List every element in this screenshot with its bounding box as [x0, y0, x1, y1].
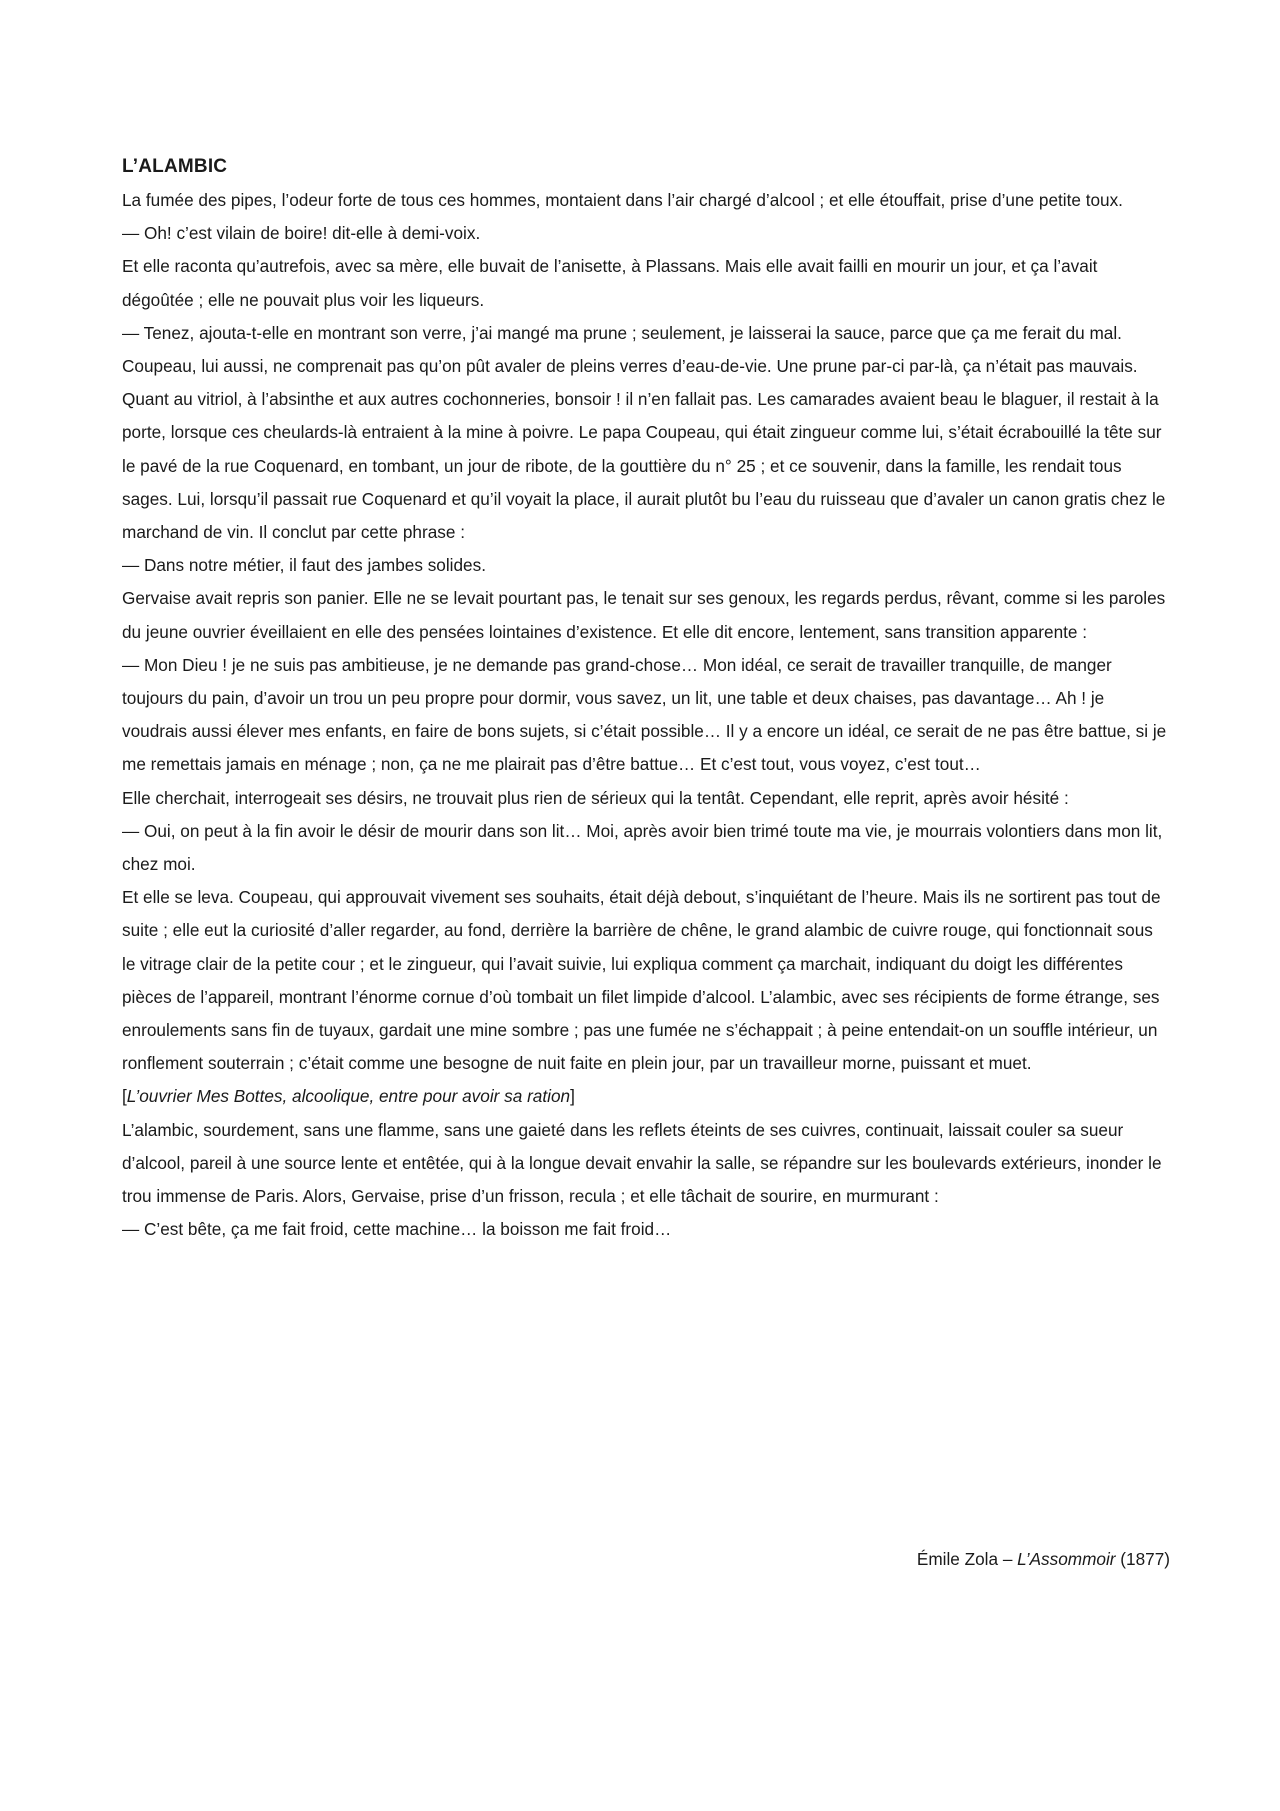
- paragraph: Elle cherchait, interrogeait ses désirs, ne trouvait plus rien de sérieux qui la tentât. Cependant, elle reprit, après avoir hésité :: [122, 787, 1069, 808]
- paragraph: — Dans notre métier, il faut des jambes solides.: [122, 555, 486, 576]
- paragraph: L’alambic, sourdement, sans une flamme, sans une gaieté dans les reflets éteints de ses cuivres, continuait, laissait couler sa sueur d’alcool, pareil à une source lente et entêtée, qui à la longue devait envahir la salle, se répandre sur les boulevards extérieurs, inonder le trou immense de Paris. Alors, Gervaise, prise d’un frisson, recula ; et elle tâchait de sourire, en murmurant :: [122, 1119, 1162, 1207]
- paragraph: La fumée des pipes, l’odeur forte de tous ces hommes, montaient dans l’air chargé d’alcool ; et elle étouffait, prise d’une petite toux.: [122, 190, 1123, 210]
- stage-direction-text: L’ouvrier Mes Bottes, alcoolique, entre pour avoir sa ration: [126, 1086, 571, 1107]
- signature-work-title: L’Assommoir: [1017, 1549, 1116, 1569]
- signature-year: (1877): [1115, 1549, 1170, 1569]
- paragraph: Coupeau, lui aussi, ne comprenait pas qu’on pût avaler de pleins verres d’eau-de-vie. Une prune par-ci par-là, ça n’était pas mauvais. Quant au vitriol, à l’absinthe et aux autres cochonneries, bonsoir ! il n’en fallait pas. Les camarades avaient beau le blaguer, il restait à la porte, lorsque ces cheulards-là entraient à la mine à poivre. Le papa Coupeau, qui était zingueur comme lui, s’était écrabouillé la tête sur le pavé de la rue Coquenard, en tombant, un jour de ribote, de la gouttière du n° 25 ; et ce souvenir, dans la famille, les rendait tous sages. Lui, lorsqu’il passait rue Coquenard et qu’il voyait la place, il aurait plutôt bu l’eau du ruisseau que d’avaler un canon gratis chez le marchand de vin. Il conclut par cette phrase :: [122, 356, 1166, 543]
- stage-direction: [122, 1080, 1170, 1113]
- paragraph: — Oui, on peut à la fin avoir le désir de mourir dans son lit… Moi, après avoir bien trimé toute ma vie, je mourrais volontiers dans mon lit, chez moi.: [122, 820, 1163, 875]
- paragraph: Et elle se leva. Coupeau, qui approuvait vivement ses souhaits, était déjà debout, s’inquiétant de l’heure. Mais ils ne sortirent pas tout de suite ; elle eut la curiosité d’aller regarder, au fond, derrière la barrière de chêne, le grand alambic de cuivre rouge, qui fonctionnait sous le vitrage clair de la petite cour ; et le zingueur, qui l’avait suivie, lui expliqua comment ça marchait, indiquant du doigt les différentes pièces de l’appareil, montrant l’énorme cornue d’où tombait un filet limpide d’alcool. L’alambic, avec ses récipients de forme étrange, ses enroulements sans fin de tuyaux, gardait une mine sombre ; pas une fumée ne s’échappait ; à peine entendait-on un souffle intérieur, un ronflement souterrain ; c’était comme une besogne de nuit faite en plein jour, par un travailleur morne, puissant et muet.: [122, 887, 1161, 1074]
- paragraph: — Mon Dieu ! je ne suis pas ambitieuse, je ne demande pas grand-chose… Mon idéal, ce serait de travailler tranquille, de manger toujours du pain, d’avoir un trou un peu propre pour dormir, vous savez, un lit, une table et deux chaises, pas davantage… Ah ! je voudrais aussi élever mes enfants, en faire de bons sujets, si c’était possible… Il y a encore un idéal, ce serait de ne pas être battue, si je me remettais jamais en ménage ; non, ça ne me plairait pas d’être battue… Et c’est tout, vous voyez, c’est tout…: [122, 654, 1167, 775]
- paragraph: — C’est bête, ça me fait froid, cette machine… la boisson me fait froid…: [122, 1219, 672, 1240]
- paragraph: Gervaise avait repris son panier. Elle ne se levait pourtant pas, le tenait sur ses genoux, les regards perdus, rêvant, comme si les paroles du jeune ouvrier éveillaient en elle des pensées lointaines d’existence. Et elle dit encore, lentement, sans transition apparente :: [122, 588, 1166, 642]
- paragraph: Et elle raconta qu’autrefois, avec sa mère, elle buvait de l’anisette, à Plassans. Mais elle avait failli en mourir un jour, et ça l’avait dégoûtée ; elle ne pouvait plus voir les liqueurs.: [122, 256, 1098, 310]
- signature-author: Émile Zola –: [916, 1549, 1018, 1569]
- paragraph: — Tenez, ajouta-t-elle en montrant son verre, j’ai mangé ma prune ; seulement, je laisserai la sauce, parce que ça me ferait du mal.: [122, 322, 1122, 343]
- signature: [917, 1544, 1170, 1574]
- document-body: [122, 152, 1170, 1247]
- document-title: L’ALAMBIC: [122, 156, 228, 177]
- stage-direction-open-bracket: [: [122, 1086, 127, 1107]
- stage-direction-close-bracket: ]: [570, 1086, 575, 1107]
- paragraph: — Oh! c’est vilain de boire! dit-elle à demi-voix.: [122, 223, 481, 244]
